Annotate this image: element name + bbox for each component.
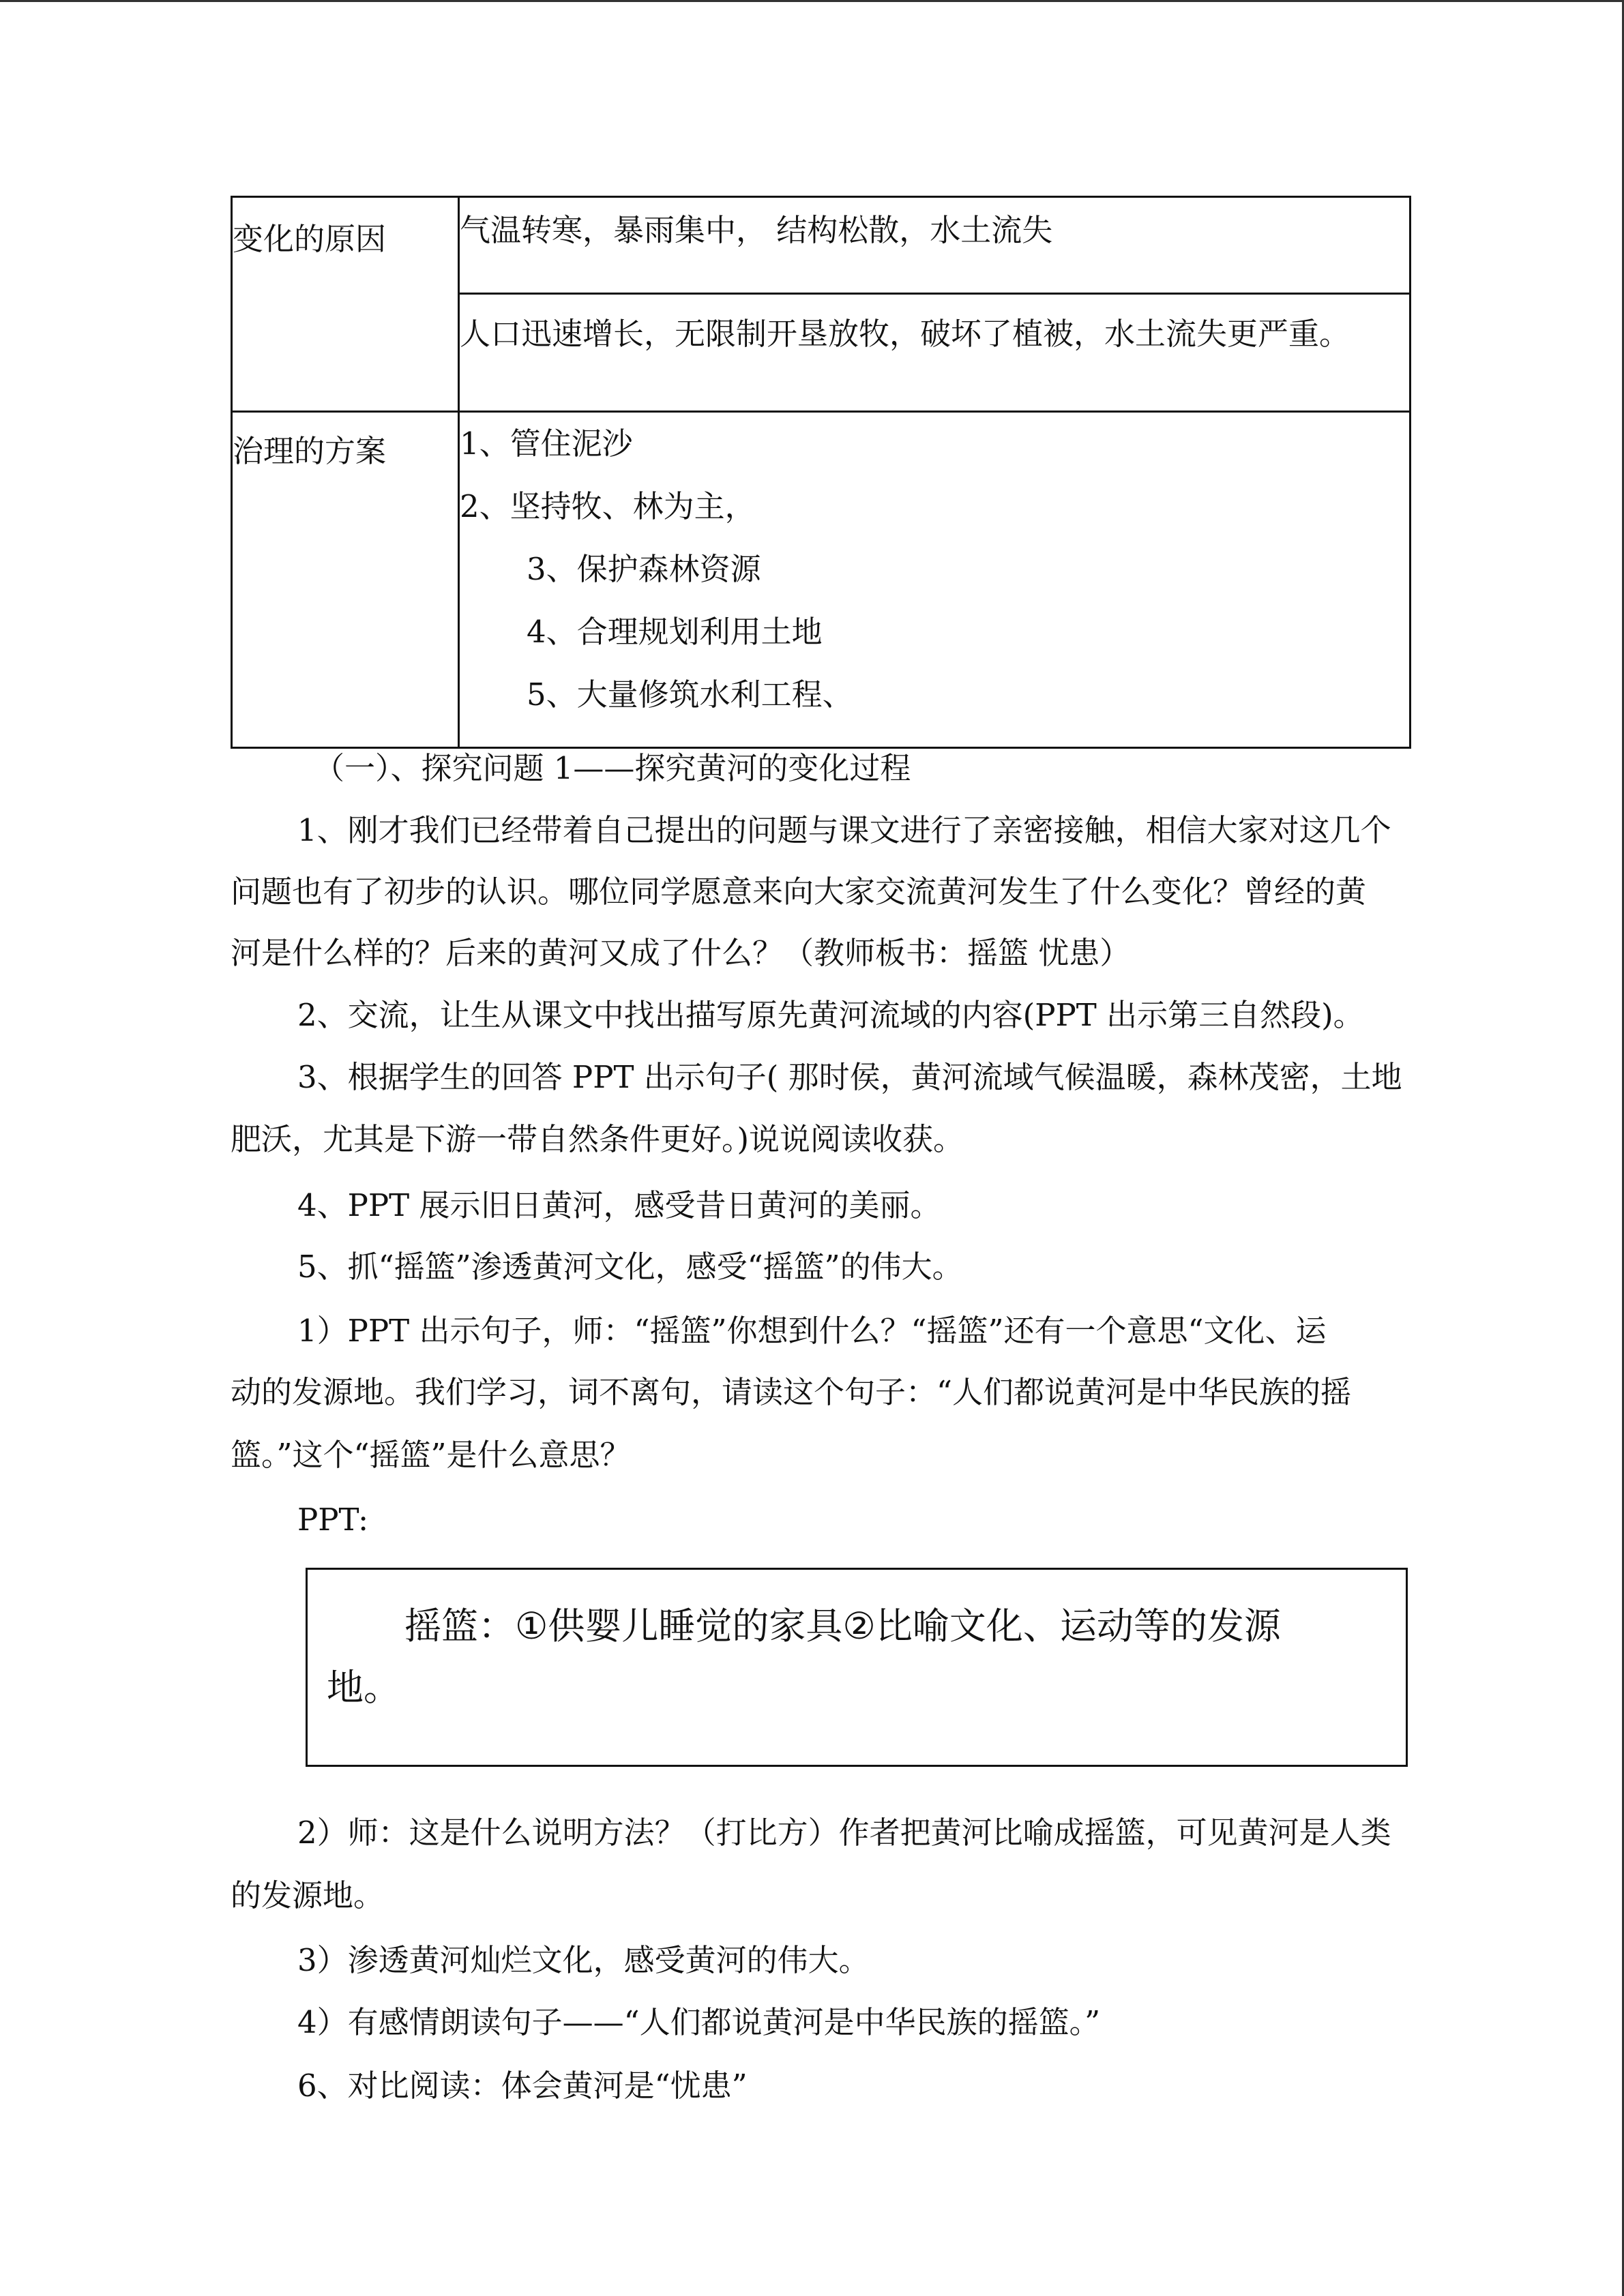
paragraph-7-line-1: 2）师：这是什么说明方法？（打比方）作者把黄河比喻成摇篮，可见黄河是人类 (297, 1815, 1391, 1851)
plan-line-4: 4、合理规划利用土地 (527, 614, 823, 650)
section-heading: （一）、探究问题 1——探究黄河的变化过程 (314, 750, 911, 786)
paragraph-6-line-3: 篮。”这个“摇篮”是什么意思？ (231, 1437, 631, 1473)
paragraph-2: 2、交流，让生从课文中找出描写原先黄河流域的内容(PPT 出示第三自然段)。 (297, 997, 1364, 1033)
table-row (232, 197, 1411, 294)
paragraph-3-line-1: 3、根据学生的回答 PPT 出示句子( 那时侯，黄河流域气候温暖，森林茂密，土地 (297, 1059, 1402, 1095)
plan-line-5: 5、大量修筑水利工程、 (527, 676, 853, 713)
cause-cell-1 (459, 197, 1411, 294)
plan-line-1: 1、管住泥沙 (460, 426, 633, 462)
paragraph-10: 6、对比阅读：体会黄河是“忧患” (297, 2068, 748, 2104)
cause-text-2: 人口迅速增长，无限制开垦放牧，破坏了植被，水土流失更严重。 (460, 315, 1350, 352)
paragraph-1-line-2: 问题也有了初步的认识。哪位同学愿意来向大家交流黄河发生了什么变化？曾经的黄 (231, 874, 1367, 910)
paragraph-3-line-2: 肥沃，尤其是下游一带自然条件更好。)说说阅读收获。 (231, 1121, 964, 1157)
paragraph-5: 5、抓“摇篮”渗透黄河文化，感受“摇篮”的伟大。 (297, 1249, 963, 1285)
definition-line-1: 摇篮：①供婴儿睡觉的家具②比喻文化、运动等的发源 (404, 1605, 1281, 1648)
definition-box (306, 1568, 1408, 1767)
row-header-cause: 变化的原因 (232, 197, 459, 412)
paragraph-7-line-2: 的发源地。 (231, 1877, 385, 1913)
paragraph-6-line-1: 1）PPT 出示句子，师：“摇篮”你想到什么？“摇篮”还有一个意思“文化、运 (297, 1313, 1327, 1349)
paragraph-1-line-1: 1、刚才我们已经带着自己提出的问题与课文进行了亲密接触，相信大家对这几个 (297, 812, 1391, 848)
cause-cell-2 (459, 294, 1411, 412)
paragraph-9: 4）有感情朗读句子——“人们都说黄河是中华民族的摇篮。” (297, 2004, 1101, 2040)
yellow-river-table (231, 196, 1411, 749)
paragraph-6-line-2: 动的发源地。我们学习，词不离句，请读这个句子：“人们都说黄河是中华民族的摇 (231, 1374, 1352, 1410)
table-row (232, 412, 1411, 748)
plan-line-2: 2、坚持牧、林为主， (460, 488, 756, 524)
plan-cell (459, 412, 1411, 748)
paragraph-4: 4、PPT 展示旧日黄河，感受昔日黄河的美丽。 (297, 1187, 941, 1223)
row-header-plan: 治理的方案 (232, 412, 459, 748)
paragraph-1-line-3: 河是什么样的？后来的黄河又成了什么？（教师板书：摇篮 忧患） (231, 935, 1131, 971)
page-top-border (0, 0, 1624, 2)
ppt-label: PPT: (297, 1502, 369, 1538)
plan-line-3: 3、保护森林资源 (527, 551, 761, 587)
definition-line-2: 地。 (327, 1666, 400, 1709)
cause-text-1: 气温转寒，暴雨集中， 结构松散，水土流失 (460, 211, 1053, 248)
paragraph-8: 3）渗透黄河灿烂文化，感受黄河的伟大。 (297, 1942, 870, 1978)
